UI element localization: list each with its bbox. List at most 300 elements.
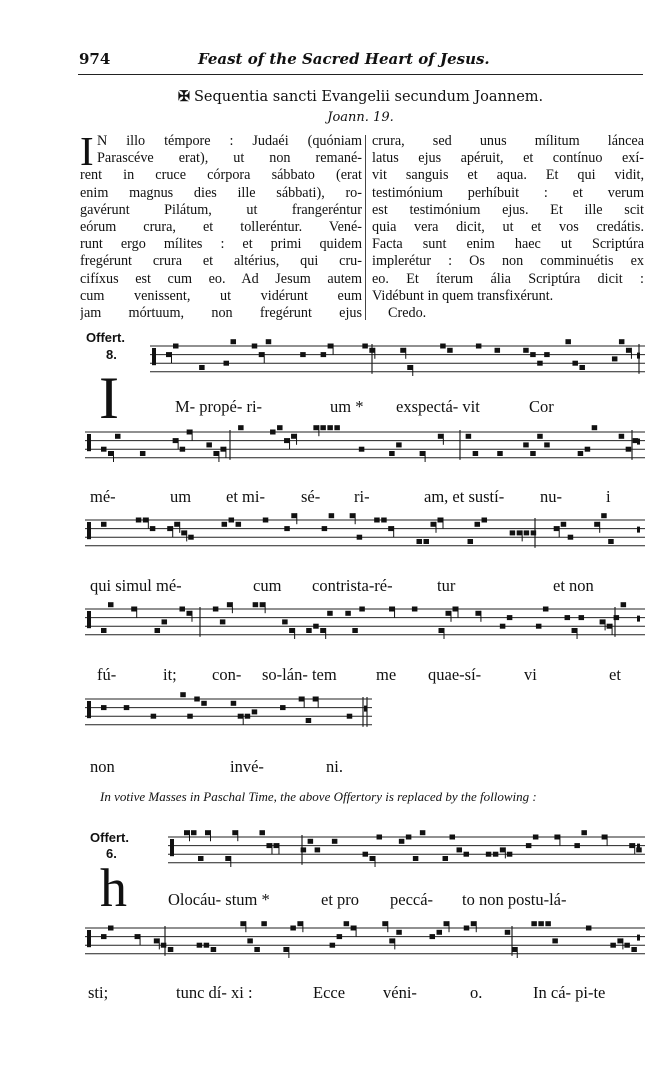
custos-icon <box>637 616 640 622</box>
lyric: peccá- <box>390 890 434 909</box>
neume <box>466 434 472 439</box>
neume <box>523 348 529 353</box>
neume <box>544 352 550 357</box>
neume <box>254 947 260 952</box>
neume <box>377 835 383 840</box>
neume <box>538 921 544 926</box>
neume <box>320 425 326 430</box>
neume <box>561 522 567 527</box>
clef-icon <box>87 611 91 628</box>
clef-icon <box>170 839 174 856</box>
gospel-line: jam mórtuum, non fregérunt ejus <box>80 304 362 321</box>
neume <box>101 447 107 452</box>
neume <box>568 535 574 540</box>
neume <box>306 718 312 723</box>
neume <box>194 697 200 702</box>
neume <box>592 425 598 430</box>
gospel-line: eo. Et íterum ália Scriptúra dicit : <box>372 270 644 287</box>
neume <box>108 926 114 931</box>
neume <box>284 526 290 531</box>
neume <box>438 434 444 439</box>
lyric: it; <box>163 665 177 684</box>
neume <box>430 934 436 939</box>
neume <box>440 344 446 349</box>
neume <box>180 692 186 697</box>
neume <box>552 938 558 943</box>
lyric: et pro <box>321 890 360 909</box>
lyric: so-lán- tem <box>262 665 337 684</box>
neume <box>167 526 173 531</box>
neume <box>601 513 607 518</box>
neume <box>327 611 333 616</box>
neume <box>507 852 512 857</box>
neume <box>381 518 387 523</box>
page-number: 974 <box>79 50 111 68</box>
neume <box>329 513 335 518</box>
neume <box>213 451 219 456</box>
neume <box>270 430 276 435</box>
neume <box>187 714 193 719</box>
neume <box>482 518 488 523</box>
neume <box>282 619 288 624</box>
neume <box>423 539 429 544</box>
gospel-line: crura, sed unus mílitum láncea <box>372 133 644 149</box>
neume <box>108 602 114 607</box>
neume <box>232 830 238 835</box>
neume <box>500 624 506 629</box>
gospel-line: vit sanguis et aqua. Et qui vidit, <box>372 167 644 184</box>
neume <box>344 921 350 926</box>
neume <box>537 361 543 366</box>
clef-icon <box>87 434 91 451</box>
neume <box>259 830 265 835</box>
neume <box>345 611 351 616</box>
neume <box>238 425 244 430</box>
lyric: Olocáu- stum * <box>168 890 270 909</box>
neume <box>231 701 237 706</box>
neume <box>277 425 283 430</box>
neume <box>300 352 306 357</box>
neume <box>396 930 402 935</box>
neume <box>140 451 146 456</box>
neume <box>500 847 506 852</box>
lyric: tur <box>437 576 456 595</box>
neume <box>531 530 537 535</box>
neume <box>517 530 523 535</box>
lyric: In cá- pi-te <box>533 983 606 1002</box>
neume <box>543 607 549 612</box>
neume <box>437 930 443 935</box>
rubric-note <box>100 789 645 805</box>
neume <box>505 930 511 935</box>
neume <box>585 447 591 452</box>
neume <box>180 447 186 452</box>
neume <box>199 365 205 370</box>
gospel-line: fregérunt crura et altérius, qui cru- <box>80 253 362 270</box>
neume <box>629 843 635 848</box>
neume <box>328 344 334 349</box>
neume <box>101 934 107 939</box>
neume <box>135 934 141 939</box>
neume <box>412 607 418 612</box>
neume <box>220 619 226 624</box>
neume <box>554 835 560 840</box>
neume <box>289 628 295 633</box>
neume <box>136 518 142 523</box>
lyric: exspectá- vit <box>396 397 480 416</box>
neume <box>174 522 180 527</box>
neume <box>586 926 592 931</box>
neume <box>544 442 550 447</box>
neume <box>101 628 107 633</box>
neume <box>115 434 121 439</box>
neume <box>186 611 192 616</box>
neume <box>495 348 501 353</box>
lyric: o. <box>470 983 483 1002</box>
gospel-line: Parascéve erat), ut non remané- <box>97 150 362 167</box>
rubric-text-2: is replaced by the following : <box>385 789 537 804</box>
neume <box>108 451 114 456</box>
neume <box>206 442 212 447</box>
lyric: sé- <box>301 487 321 506</box>
neume <box>602 835 608 840</box>
neume <box>240 921 246 926</box>
lyric: non <box>90 757 115 776</box>
neume <box>313 425 319 430</box>
neume <box>252 344 258 349</box>
neume <box>471 921 477 926</box>
neume <box>313 624 319 629</box>
neume <box>297 921 303 926</box>
neume <box>413 856 419 861</box>
neume <box>617 938 623 943</box>
gospel-line: cum venissent, ut vidérunt eum <box>80 287 362 304</box>
neume <box>337 934 343 939</box>
gospel-line: N illo témpore : Judaéi (quóniam <box>97 133 362 149</box>
neume <box>131 607 137 612</box>
gospel-reference: Joann. 19. <box>327 110 394 125</box>
neume <box>565 339 571 344</box>
neume <box>437 518 443 523</box>
neume <box>291 513 297 518</box>
neume <box>526 843 532 848</box>
custos-icon <box>637 844 640 850</box>
gospel-line: quia vera dicit, ut et vos credátis. <box>372 218 644 235</box>
neume <box>225 856 231 861</box>
lyric: et mi- <box>226 487 265 506</box>
neume <box>545 921 551 926</box>
lyric: et <box>609 665 621 684</box>
cross-icon: ✠ <box>177 88 190 105</box>
gospel-line: cifíxus est cum eo. Ad Jesum autem <box>80 270 362 287</box>
neume <box>363 852 369 857</box>
neume <box>631 947 637 952</box>
neume <box>261 921 267 926</box>
neume <box>578 451 584 456</box>
neume <box>420 451 426 456</box>
neume <box>554 526 560 531</box>
neume <box>143 518 149 523</box>
neume <box>150 526 156 531</box>
neume <box>507 615 513 620</box>
neume <box>399 839 405 844</box>
neume <box>220 447 226 452</box>
lyric: um <box>170 487 192 506</box>
neume <box>389 938 395 943</box>
clef-icon <box>87 701 91 718</box>
gospel-line: Facta sunt enim haec ut Scriptúra <box>372 236 644 253</box>
lyric: um * <box>330 397 364 416</box>
neume <box>608 539 614 544</box>
neume <box>204 943 210 948</box>
offertory-label: Offert. <box>90 830 129 845</box>
neume <box>475 611 481 616</box>
neume <box>359 607 365 612</box>
neume <box>607 624 613 629</box>
neume <box>524 530 530 535</box>
lyric: i <box>606 487 611 506</box>
lyric: cum <box>253 576 282 595</box>
neume <box>512 947 517 952</box>
neume <box>464 926 470 931</box>
neume <box>626 348 632 353</box>
lyric: ni. <box>326 757 343 776</box>
neume <box>407 365 413 370</box>
neume <box>447 348 453 353</box>
neume <box>359 447 365 452</box>
neume <box>198 856 204 861</box>
neume <box>389 451 395 456</box>
neume <box>400 348 406 353</box>
neume <box>173 344 179 349</box>
neume <box>205 830 211 835</box>
lyric: véni- <box>383 983 417 1002</box>
neume <box>266 843 272 848</box>
lyric: nu- <box>540 487 562 506</box>
custos-icon <box>637 935 640 941</box>
lyric: con- <box>212 665 242 684</box>
neume <box>619 434 625 439</box>
neume <box>621 602 627 607</box>
neume <box>362 344 368 349</box>
neume <box>347 714 353 719</box>
neume <box>315 847 321 852</box>
lyric: vi <box>524 665 537 684</box>
neume <box>369 348 375 353</box>
neume <box>581 830 587 835</box>
offertory-label: Offert. <box>86 330 125 345</box>
lyric: to non postu-lá- <box>462 890 567 909</box>
neume <box>468 539 474 544</box>
neume <box>626 447 632 452</box>
neume <box>510 530 516 535</box>
neume <box>284 438 290 443</box>
neume <box>416 539 422 544</box>
gospel-title-text: Sequentia sancti Evangelii secundum Joannem. <box>194 89 544 105</box>
neume <box>188 535 194 540</box>
neume <box>187 430 193 435</box>
lyric: Ecce <box>313 983 346 1002</box>
neume <box>266 339 272 344</box>
neume <box>273 843 279 848</box>
clef-icon <box>87 522 91 539</box>
neume <box>299 697 305 702</box>
neume <box>124 705 130 710</box>
neume <box>211 947 217 952</box>
neume <box>260 602 266 607</box>
gospel-line: eórum crura, et tolleréntur. Vené- <box>80 218 362 235</box>
neume <box>453 607 459 612</box>
lyric: mé- <box>90 487 116 506</box>
neume <box>530 352 536 357</box>
neume <box>531 921 537 926</box>
offertory-mode: 6. <box>106 846 117 861</box>
gospel-dropcap: I <box>80 128 94 174</box>
neume <box>530 451 536 456</box>
custos-icon <box>637 527 640 533</box>
neume <box>231 339 237 344</box>
neume <box>306 628 312 633</box>
neume <box>327 425 333 430</box>
neume <box>101 705 107 710</box>
neume <box>238 714 244 719</box>
running-title: Feast of the Sacred Heart of Jesus. <box>198 50 490 68</box>
neume <box>444 921 450 926</box>
custos-icon <box>364 706 367 712</box>
gospel-line: enim magnus dies ille sábbati), ro- <box>80 184 362 201</box>
neume <box>579 365 585 370</box>
neume <box>213 607 219 612</box>
lyric: invé- <box>230 757 264 776</box>
neume <box>574 843 580 848</box>
lyric: quae-sí- <box>428 665 482 684</box>
neume <box>181 530 187 535</box>
gospel-line: Vidébunt in quem transfixérunt. <box>372 287 554 304</box>
neume <box>464 852 470 857</box>
lyric: qui simul mé- <box>90 576 182 595</box>
lyric: Cor <box>529 397 554 416</box>
neume <box>406 835 412 840</box>
neume <box>313 697 319 702</box>
neume <box>245 714 251 719</box>
lyric: fú- <box>97 665 117 684</box>
neume <box>493 852 499 857</box>
neume <box>523 442 529 447</box>
neume <box>283 947 289 952</box>
neume <box>301 847 307 852</box>
gospel-line: runt ergo mílites : et primi quidem <box>80 236 362 253</box>
neume <box>443 856 449 861</box>
lyric: tunc dí- xi : <box>176 983 253 1002</box>
custos-icon <box>637 439 640 445</box>
neume <box>370 856 376 861</box>
gospel-line: Credo. <box>388 304 427 321</box>
neume <box>350 513 356 518</box>
neume <box>420 830 426 835</box>
neume <box>321 352 327 357</box>
neume <box>382 921 388 926</box>
neume <box>166 352 172 357</box>
neume <box>263 518 269 523</box>
gospel-line: implerétur : Os non comminuétis ex <box>372 253 644 270</box>
neume <box>388 526 394 531</box>
offertory-mode: 8. <box>106 347 117 362</box>
neume <box>259 352 265 357</box>
neume <box>600 619 606 624</box>
neume <box>612 356 618 361</box>
neume <box>291 434 297 439</box>
neume <box>290 926 296 931</box>
neume <box>579 615 585 620</box>
neume <box>201 701 207 706</box>
clef-icon <box>87 930 91 947</box>
neume <box>614 615 620 620</box>
neume <box>475 522 481 527</box>
lyric: ri- <box>354 487 370 506</box>
rubric-bold: Offertory <box>333 789 382 804</box>
neume <box>624 943 630 948</box>
neume <box>161 943 167 948</box>
neume <box>450 835 456 840</box>
gospel-line: latus ejus apéruit, et contínuo exí- <box>372 150 644 167</box>
neume <box>179 607 185 612</box>
neume <box>572 361 578 366</box>
neume <box>224 361 230 366</box>
neume <box>594 522 600 527</box>
neume <box>536 624 542 629</box>
neume <box>439 628 445 633</box>
gospel-line: testimónium perhíbuit : et verum <box>372 184 644 201</box>
neume <box>610 943 616 948</box>
neume <box>430 522 436 527</box>
neume <box>332 839 338 844</box>
neume <box>253 602 258 607</box>
neume <box>446 611 452 616</box>
gospel-line: gavérunt Pilátum, ut frangeréntur <box>80 201 362 218</box>
neume <box>457 847 463 852</box>
neume <box>320 628 326 633</box>
neume <box>229 518 235 523</box>
neume <box>191 830 197 835</box>
lyric: et non <box>553 576 594 595</box>
neume <box>351 926 357 931</box>
rubric-text: In votive Masses in Paschal Time, the above <box>100 789 331 804</box>
neume <box>322 526 328 531</box>
lyric: M- propé- ri- <box>175 397 263 416</box>
clef-icon <box>152 348 156 365</box>
lyric: contrista-ré- <box>312 576 393 595</box>
neume <box>352 628 358 633</box>
neume <box>222 522 228 527</box>
neume <box>227 602 233 607</box>
neume <box>197 943 203 948</box>
gospel-line: est testimónium ejus. Et ille scit <box>372 201 644 218</box>
neume <box>357 535 363 540</box>
lyric: sti; <box>88 983 109 1002</box>
neume <box>476 344 482 349</box>
neume <box>184 830 190 835</box>
neume <box>619 339 625 344</box>
neume <box>389 607 395 612</box>
neume <box>162 619 168 624</box>
neume <box>473 451 479 456</box>
neume <box>537 434 543 439</box>
neume <box>252 709 258 714</box>
neume <box>280 705 286 710</box>
offertory-initial: h <box>100 858 127 918</box>
neume <box>151 714 157 719</box>
lyric: am, et sustí- <box>424 487 505 506</box>
